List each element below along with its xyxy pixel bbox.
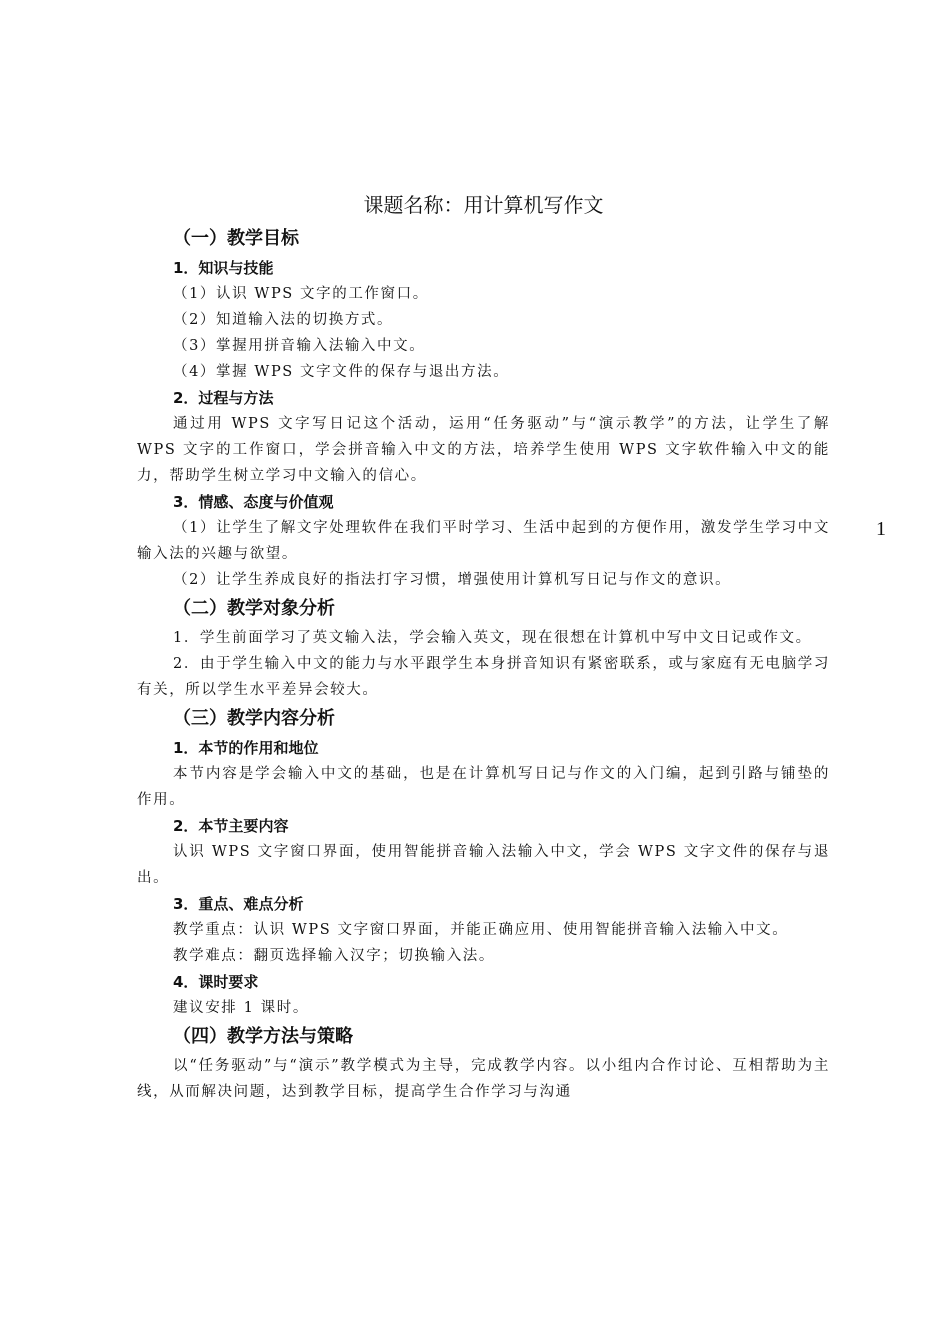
subheading-main-content: 2．本节主要内容 [173, 817, 289, 835]
subheading-knowledge-skills: 1．知识与技能 [173, 259, 274, 277]
paragraph-difficulties: 教学难点：翻页选择输入汉字；切换输入法。 [173, 948, 495, 964]
paragraph-key-points: 教学重点：认识 WPS 文字窗口界面，并能正确应用、使用智能拼音输入法输入中文。 [173, 922, 789, 938]
paragraph-attitude-1: （1）让学生了解文字处理软件在我们平时学习、生活中起到的方便作用，激发学生学习中文输入法的兴趣与欲望。 [137, 520, 830, 562]
list-item: （2）知道输入法的切换方式。 [173, 312, 394, 328]
lesson-title: 课题名称：用计算机写作文 [363, 193, 604, 217]
paragraph-class-hours: 建议安排 1 课时。 [173, 1000, 309, 1016]
section-heading-audience: （二）教学对象分析 [173, 598, 335, 619]
subheading-attitude-values: 3．情感、态度与价值观 [173, 493, 334, 511]
section-heading-content: （三）教学内容分析 [173, 708, 335, 729]
paragraph-audience-1: 1．学生前面学习了英文输入法，学会输入英文，现在很想在计算机中写中文日记或作文。 [173, 630, 812, 646]
section-heading-objectives: （一）教学目标 [173, 228, 299, 249]
paragraph-main-content: 认识 WPS 文字窗口界面，使用智能拼音输入法输入中文，学会 WPS 文字文件的保存与退出。 [137, 844, 830, 886]
section-heading-methods: （四）教学方法与策略 [173, 1026, 353, 1047]
list-item: （4）掌握 WPS 文字文件的保存与退出方法。 [173, 364, 510, 380]
paragraph-methods: 以“任务驱动”与“演示”教学模式为主导，完成教学内容。以小组内合作讨论、互相帮助为主线，从而解决问题，达到教学目标，提高学生合作学习与沟通 [137, 1058, 830, 1100]
paragraph-audience-2: 2．由于学生输入中文的能力与水平跟学生本身拼音知识有紧密联系，或与家庭有无电脑学习有关，所以学生水平差异会较大。 [137, 656, 830, 698]
paragraph-attitude-2: （2）让学生养成良好的指法打字习惯，增强使用计算机写日记与作文的意识。 [173, 572, 732, 588]
subheading-class-hours: 4．课时要求 [173, 973, 259, 991]
subheading-process-methods: 2．过程与方法 [173, 389, 274, 407]
subheading-role-position: 1．本节的作用和地位 [173, 739, 319, 757]
subheading-key-difficult: 3．重点、难点分析 [173, 895, 304, 913]
document-body [137, 191, 830, 1105]
paragraph-role: 本节内容是学会输入中文的基础，也是在计算机写日记与作文的入门编，起到引路与铺垫的作用。 [137, 766, 830, 808]
paragraph-process: 通过用 WPS 文字写日记这个活动，运用“任务驱动”与“演示教学”的方法，让学生了解 WPS 文字的工作窗口，学会拼音输入中文的方法，培养学生使用 WPS 文字软件输入中文的能力，帮助学生树立学习中文输入的信心。 [137, 416, 830, 484]
page-number: 1 [876, 518, 886, 540]
list-item: （3）掌握用拼音输入法输入中文。 [173, 338, 426, 354]
list-item: （1）认识 WPS 文字的工作窗口。 [173, 286, 429, 302]
